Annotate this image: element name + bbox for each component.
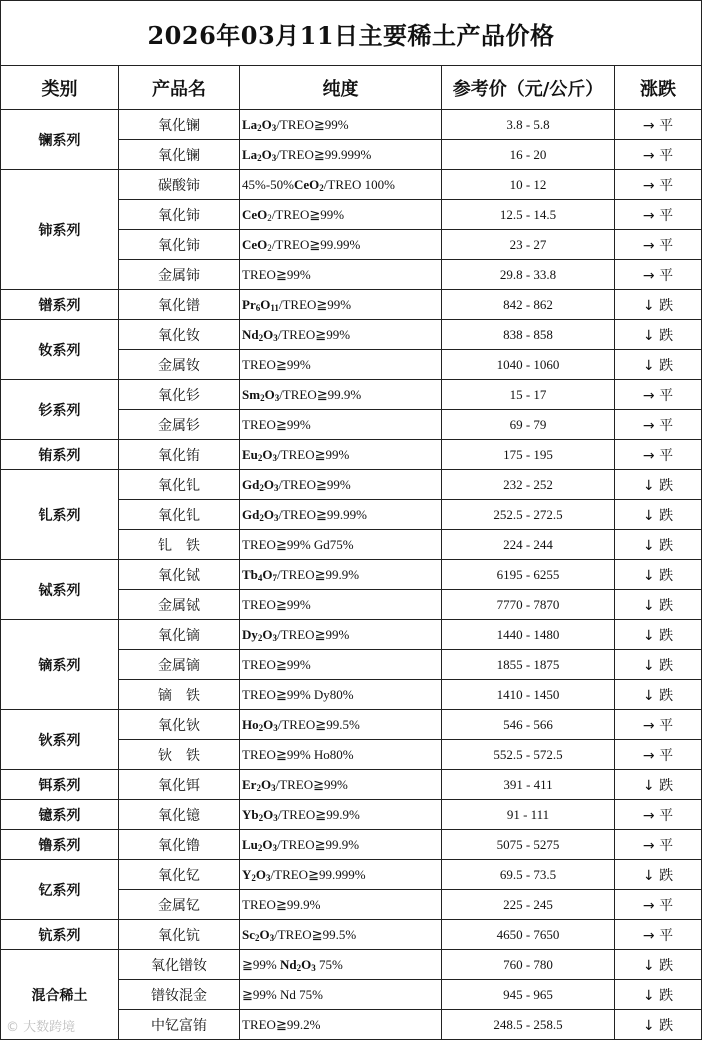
- category-cell: 钇系列: [1, 860, 119, 920]
- purity-segment: 2: [258, 332, 264, 343]
- price-cell: 175 - 195: [442, 440, 615, 470]
- purity-cell: [240, 260, 442, 290]
- purity-segment: 2: [259, 482, 264, 493]
- change-cell: ↓ 跌: [615, 560, 702, 590]
- purity-segment: O: [263, 476, 274, 492]
- purity-segment: 2: [257, 452, 263, 463]
- purity-cell: [240, 320, 442, 350]
- category-cell: 钪系列: [1, 920, 119, 950]
- purity-cell: [240, 200, 442, 230]
- price-cell: 248.5 - 258.5: [442, 1010, 615, 1040]
- purity-segment: TREO≧99%: [242, 356, 311, 372]
- product-name-cell: 金属钕: [119, 350, 240, 380]
- category-cell: 钐系列: [1, 380, 119, 440]
- purity-cell: [240, 650, 442, 680]
- change-cell: → 平: [615, 170, 702, 200]
- purity-cell: [240, 140, 442, 170]
- purity-segment: Gd: [242, 506, 260, 522]
- product-name-cell: 氧化镱: [119, 800, 240, 830]
- purity-segment: /TREO≧99%: [271, 206, 345, 222]
- purity-segment: 3: [274, 392, 280, 403]
- purity-cell: [240, 620, 442, 650]
- purity-segment: 2: [258, 812, 264, 823]
- purity-segment: O: [260, 296, 271, 312]
- purity-cell: [240, 110, 442, 140]
- purity-segment: Lu: [242, 836, 258, 852]
- purity-segment: TREO≧99% Gd75%: [242, 536, 354, 552]
- purity-segment: 2: [267, 242, 272, 253]
- price-cell: 4650 - 7650: [442, 920, 615, 950]
- purity-cell: [240, 230, 442, 260]
- table-row: [1, 710, 702, 740]
- change-cell: → 平: [615, 260, 702, 290]
- product-name-cell: 中钇富铕: [119, 1010, 240, 1040]
- purity-segment: O: [262, 626, 273, 642]
- purity-segment: TREO≧99.9%: [242, 896, 321, 912]
- price-cell: 5075 - 5275: [442, 830, 615, 860]
- purity-segment: /TREO≧99%: [278, 476, 351, 492]
- purity-cell: [240, 350, 442, 380]
- purity-cell: [240, 890, 442, 920]
- purity-segment: 3: [272, 632, 278, 643]
- category-cell: 铽系列: [1, 560, 119, 620]
- purity-segment: Sm: [242, 386, 261, 402]
- purity-segment: CeO: [242, 206, 268, 222]
- category-cell: 铕系列: [1, 440, 119, 470]
- purity-segment: /TREO≧99.5%: [277, 716, 360, 732]
- price-cell: 225 - 245: [442, 890, 615, 920]
- purity-segment: 11: [270, 302, 279, 313]
- purity-segment: 2: [319, 182, 324, 193]
- purity-segment: 3: [273, 332, 278, 343]
- purity-segment: 4: [257, 572, 263, 583]
- price-cell: 224 - 244: [442, 530, 615, 560]
- header-price: 参考价（元/公斤）: [442, 66, 615, 110]
- purity-segment: /TREO≧99%: [275, 776, 348, 792]
- product-name-cell: 镨钕混金: [119, 980, 240, 1010]
- product-name-cell: 氧化镨钕: [119, 950, 240, 980]
- purity-segment: 2: [260, 392, 265, 403]
- purity-cell: [240, 410, 442, 440]
- purity-segment: 3: [271, 782, 276, 793]
- change-cell: ↓ 跌: [615, 770, 702, 800]
- price-cell: 760 - 780: [442, 950, 615, 980]
- product-name-cell: 氧化镧: [119, 140, 240, 170]
- change-cell: ↓ 跌: [615, 530, 702, 560]
- purity-segment: O: [263, 806, 274, 822]
- product-name-cell: 金属镝: [119, 650, 240, 680]
- purity-segment: 2: [259, 512, 264, 523]
- purity-segment: 2: [258, 722, 264, 733]
- change-cell: → 平: [615, 800, 702, 830]
- purity-cell: [240, 710, 442, 740]
- price-cell: 945 - 965: [442, 980, 615, 1010]
- purity-segment: 45%-50%: [242, 176, 294, 192]
- price-cell: 1410 - 1450: [442, 680, 615, 710]
- purity-cell: [240, 950, 442, 980]
- purity-segment: 3: [311, 962, 316, 973]
- price-cell: 23 - 27: [442, 230, 615, 260]
- product-name-cell: 金属钇: [119, 890, 240, 920]
- purity-segment: 2: [257, 842, 263, 853]
- change-cell: → 平: [615, 230, 702, 260]
- product-name-cell: 氧化铒: [119, 770, 240, 800]
- table-row: [1, 380, 702, 410]
- purity-segment: /TREO≧99.999%: [276, 146, 372, 162]
- product-name-cell: 碳酸铈: [119, 170, 240, 200]
- purity-segment: O: [301, 956, 312, 972]
- change-cell: ↓ 跌: [615, 1010, 702, 1040]
- category-cell: 镥系列: [1, 830, 119, 860]
- product-name-cell: 氧化铈: [119, 200, 240, 230]
- purity-segment: O: [264, 386, 275, 402]
- category-cell: 铒系列: [1, 770, 119, 800]
- purity-segment: O: [262, 836, 273, 852]
- change-cell: ↓ 跌: [615, 500, 702, 530]
- purity-segment: CeO: [242, 236, 268, 252]
- price-cell: 12.5 - 14.5: [442, 200, 615, 230]
- purity-segment: Er: [242, 776, 257, 792]
- purity-segment: 2: [257, 152, 262, 163]
- price-cell: 6195 - 6255: [442, 560, 615, 590]
- product-name-cell: 氧化钐: [119, 380, 240, 410]
- product-name-cell: 氧化钆: [119, 470, 240, 500]
- product-name-cell: 氧化钇: [119, 860, 240, 890]
- purity-segment: TREO≧99%: [242, 596, 311, 612]
- price-cell: 91 - 111: [442, 800, 615, 830]
- product-name-cell: 氧化钆: [119, 500, 240, 530]
- product-name-cell: 氧化钕: [119, 320, 240, 350]
- watermark-logo-icon: ©: [6, 1020, 19, 1035]
- purity-cell: [240, 800, 442, 830]
- price-cell: 3.8 - 5.8: [442, 110, 615, 140]
- product-name-cell: 氧化铈: [119, 230, 240, 260]
- purity-segment: Dy: [242, 626, 258, 642]
- purity-segment: /TREO≧99%: [277, 626, 350, 642]
- change-cell: ↓ 跌: [615, 620, 702, 650]
- purity-segment: O: [262, 446, 273, 462]
- purity-cell: [240, 440, 442, 470]
- change-cell: → 平: [615, 920, 702, 950]
- purity-segment: 3: [273, 512, 279, 523]
- purity-segment: 3: [266, 872, 271, 883]
- category-cell: 钕系列: [1, 320, 119, 380]
- category-cell: 混合稀土: [1, 950, 119, 1040]
- price-cell: 1855 - 1875: [442, 650, 615, 680]
- purity-segment: TREO≧99%: [242, 266, 311, 282]
- price-cell: 842 - 862: [442, 290, 615, 320]
- header-change: 涨跌: [615, 66, 702, 110]
- price-cell: 252.5 - 272.5: [442, 500, 615, 530]
- table-row: [1, 440, 702, 470]
- table-row: [1, 560, 702, 590]
- change-cell: ↓ 跌: [615, 350, 702, 380]
- purity-segment: ≧99% Nd 75%: [242, 986, 323, 1002]
- purity-segment: /TREO≧99.9%: [277, 566, 360, 582]
- purity-segment: 6: [255, 302, 261, 313]
- product-name-cell: 氧化镧: [119, 110, 240, 140]
- purity-segment: Yb: [242, 806, 259, 822]
- purity-segment: ≧99%: [242, 956, 280, 972]
- category-cell: 铈系列: [1, 170, 119, 290]
- change-cell: → 平: [615, 200, 702, 230]
- purity-cell: [240, 680, 442, 710]
- purity-cell: [240, 920, 442, 950]
- product-name-cell: 金属铈: [119, 260, 240, 290]
- change-cell: ↓ 跌: [615, 320, 702, 350]
- product-name-cell: 金属铽: [119, 590, 240, 620]
- purity-segment: /TREO≧99.9%: [277, 806, 360, 822]
- table-row: [1, 620, 702, 650]
- purity-segment: 3: [272, 452, 278, 463]
- change-cell: ↓ 跌: [615, 860, 702, 890]
- purity-cell: [240, 770, 442, 800]
- watermark-text: 大数跨境: [23, 1020, 76, 1035]
- purity-segment: 2: [255, 932, 260, 943]
- category-cell: 钬系列: [1, 710, 119, 770]
- purity-segment: Nd: [279, 956, 297, 972]
- header-purity: 纯度: [240, 66, 442, 110]
- change-cell: → 平: [615, 740, 702, 770]
- category-cell: 镨系列: [1, 290, 119, 320]
- price-cell: 552.5 - 572.5: [442, 740, 615, 770]
- table-row: [1, 920, 702, 950]
- purity-cell: [240, 980, 442, 1010]
- product-name-cell: 氧化铕: [119, 440, 240, 470]
- price-cell: 546 - 566: [442, 710, 615, 740]
- purity-cell: [240, 740, 442, 770]
- purity-segment: Pr: [242, 296, 256, 312]
- purity-segment: 3: [272, 842, 278, 853]
- product-name-cell: 氧化铽: [119, 560, 240, 590]
- purity-segment: 3: [273, 482, 279, 493]
- table-row: [1, 470, 702, 500]
- purity-segment: O: [261, 116, 272, 132]
- purity-segment: 2: [296, 962, 302, 973]
- product-name-cell: 金属钐: [119, 410, 240, 440]
- purity-segment: Gd: [242, 476, 260, 492]
- purity-cell: [240, 290, 442, 320]
- purity-segment: O: [263, 716, 274, 732]
- change-cell: → 平: [615, 440, 702, 470]
- purity-segment: TREO≧99% Dy80%: [242, 686, 354, 702]
- purity-cell: [240, 560, 442, 590]
- table-row: [1, 950, 702, 980]
- table-row: [1, 800, 702, 830]
- price-cell: 391 - 411: [442, 770, 615, 800]
- purity-segment: Tb: [242, 566, 258, 582]
- purity-segment: /TREO≧99%: [278, 296, 352, 312]
- change-cell: ↓ 跌: [615, 980, 702, 1010]
- price-cell: 15 - 17: [442, 380, 615, 410]
- price-cell: 69 - 79: [442, 410, 615, 440]
- price-cell: 10 - 12: [442, 170, 615, 200]
- purity-segment: 2: [256, 782, 261, 793]
- header-category: 类别: [1, 66, 119, 110]
- purity-cell: [240, 830, 442, 860]
- purity-cell: [240, 590, 442, 620]
- purity-segment: /TREO≧99%: [276, 116, 349, 132]
- purity-segment: /TREO≧99.999%: [270, 866, 366, 882]
- price-cell: 1440 - 1480: [442, 620, 615, 650]
- purity-segment: 75%: [315, 956, 343, 972]
- purity-segment: /TREO≧99%: [277, 446, 350, 462]
- price-cell: 1040 - 1060: [442, 350, 615, 380]
- change-cell: → 平: [615, 140, 702, 170]
- purity-segment: Eu: [242, 446, 258, 462]
- table-row: [1, 110, 702, 140]
- purity-segment: Nd: [242, 326, 259, 342]
- change-cell: → 平: [615, 380, 702, 410]
- price-cell: 838 - 858: [442, 320, 615, 350]
- product-name-cell: 氧化钪: [119, 920, 240, 950]
- purity-cell: [240, 500, 442, 530]
- purity-segment: O: [260, 776, 272, 792]
- purity-segment: La: [242, 116, 258, 132]
- purity-segment: /TREO 100%: [323, 176, 395, 192]
- table-row: [1, 770, 702, 800]
- purity-segment: CeO: [294, 176, 320, 192]
- change-cell: ↓ 跌: [615, 950, 702, 980]
- purity-segment: 3: [271, 122, 277, 133]
- category-cell: 镧系列: [1, 110, 119, 170]
- product-name-cell: 氧化钬: [119, 710, 240, 740]
- purity-segment: O: [259, 926, 270, 942]
- category-cell: 镝系列: [1, 620, 119, 710]
- change-cell: → 平: [615, 710, 702, 740]
- purity-segment: 3: [273, 722, 278, 733]
- product-name-cell: 钬 铁: [119, 740, 240, 770]
- category-cell: 镱系列: [1, 800, 119, 830]
- change-cell: ↓ 跌: [615, 590, 702, 620]
- purity-segment: /TREO≧99.9%: [277, 836, 360, 852]
- purity-segment: 2: [257, 632, 263, 643]
- purity-cell: [240, 860, 442, 890]
- price-cell: 16 - 20: [442, 140, 615, 170]
- purity-segment: 3: [269, 932, 275, 943]
- purity-segment: 2: [267, 212, 272, 223]
- purity-segment: 3: [273, 812, 278, 823]
- purity-segment: Sc: [242, 926, 255, 942]
- purity-cell: [240, 1010, 442, 1040]
- product-name-cell: 镝 铁: [119, 680, 240, 710]
- purity-segment: Y: [242, 866, 252, 882]
- product-name-cell: 钆 铁: [119, 530, 240, 560]
- price-cell: 69.5 - 73.5: [442, 860, 615, 890]
- purity-segment: TREO≧99%: [242, 656, 311, 672]
- table-row: [1, 290, 702, 320]
- purity-segment: O: [255, 866, 267, 882]
- change-cell: ↓ 跌: [615, 680, 702, 710]
- purity-cell: [240, 530, 442, 560]
- product-name-cell: 氧化镝: [119, 620, 240, 650]
- change-cell: → 平: [615, 830, 702, 860]
- category-cell: 钆系列: [1, 470, 119, 560]
- table-row: [1, 320, 702, 350]
- change-cell: ↓ 跌: [615, 290, 702, 320]
- price-cell: 7770 - 7870: [442, 590, 615, 620]
- purity-segment: 2: [257, 122, 262, 133]
- purity-segment: /TREO≧99.5%: [274, 926, 357, 942]
- page-title: 2026年03月11日主要稀土产品价格: [1, 1, 702, 66]
- purity-segment: 7: [272, 572, 278, 583]
- purity-segment: O: [263, 326, 274, 342]
- purity-segment: /TREO≧99%: [277, 326, 351, 342]
- table-body: [1, 110, 702, 1040]
- change-cell: → 平: [615, 890, 702, 920]
- purity-segment: 3: [271, 152, 277, 163]
- purity-segment: TREO≧99% Ho80%: [242, 746, 354, 762]
- change-cell: → 平: [615, 110, 702, 140]
- change-cell: ↓ 跌: [615, 470, 702, 500]
- product-name-cell: 氧化镨: [119, 290, 240, 320]
- change-cell: ↓ 跌: [615, 650, 702, 680]
- purity-segment: 2: [251, 872, 256, 883]
- purity-cell: [240, 470, 442, 500]
- table-row: [1, 830, 702, 860]
- price-cell: 232 - 252: [442, 470, 615, 500]
- purity-segment: /TREO≧99.9%: [279, 386, 362, 402]
- price-cell: 29.8 - 33.8: [442, 260, 615, 290]
- table-row: [1, 170, 702, 200]
- purity-segment: TREO≧99.2%: [242, 1016, 321, 1032]
- purity-cell: [240, 380, 442, 410]
- purity-segment: /TREO≧99.99%: [278, 506, 367, 522]
- header-product: 产品名: [119, 66, 240, 110]
- change-cell: → 平: [615, 410, 702, 440]
- purity-segment: O: [262, 566, 273, 582]
- purity-cell: [240, 170, 442, 200]
- purity-segment: /TREO≧99.99%: [271, 236, 361, 252]
- purity-segment: TREO≧99%: [242, 416, 311, 432]
- product-name-cell: 氧化镥: [119, 830, 240, 860]
- purity-segment: Ho: [242, 716, 259, 732]
- table-row: [1, 860, 702, 890]
- purity-segment: O: [263, 506, 274, 522]
- purity-segment: La: [242, 146, 258, 162]
- purity-segment: O: [261, 146, 272, 162]
